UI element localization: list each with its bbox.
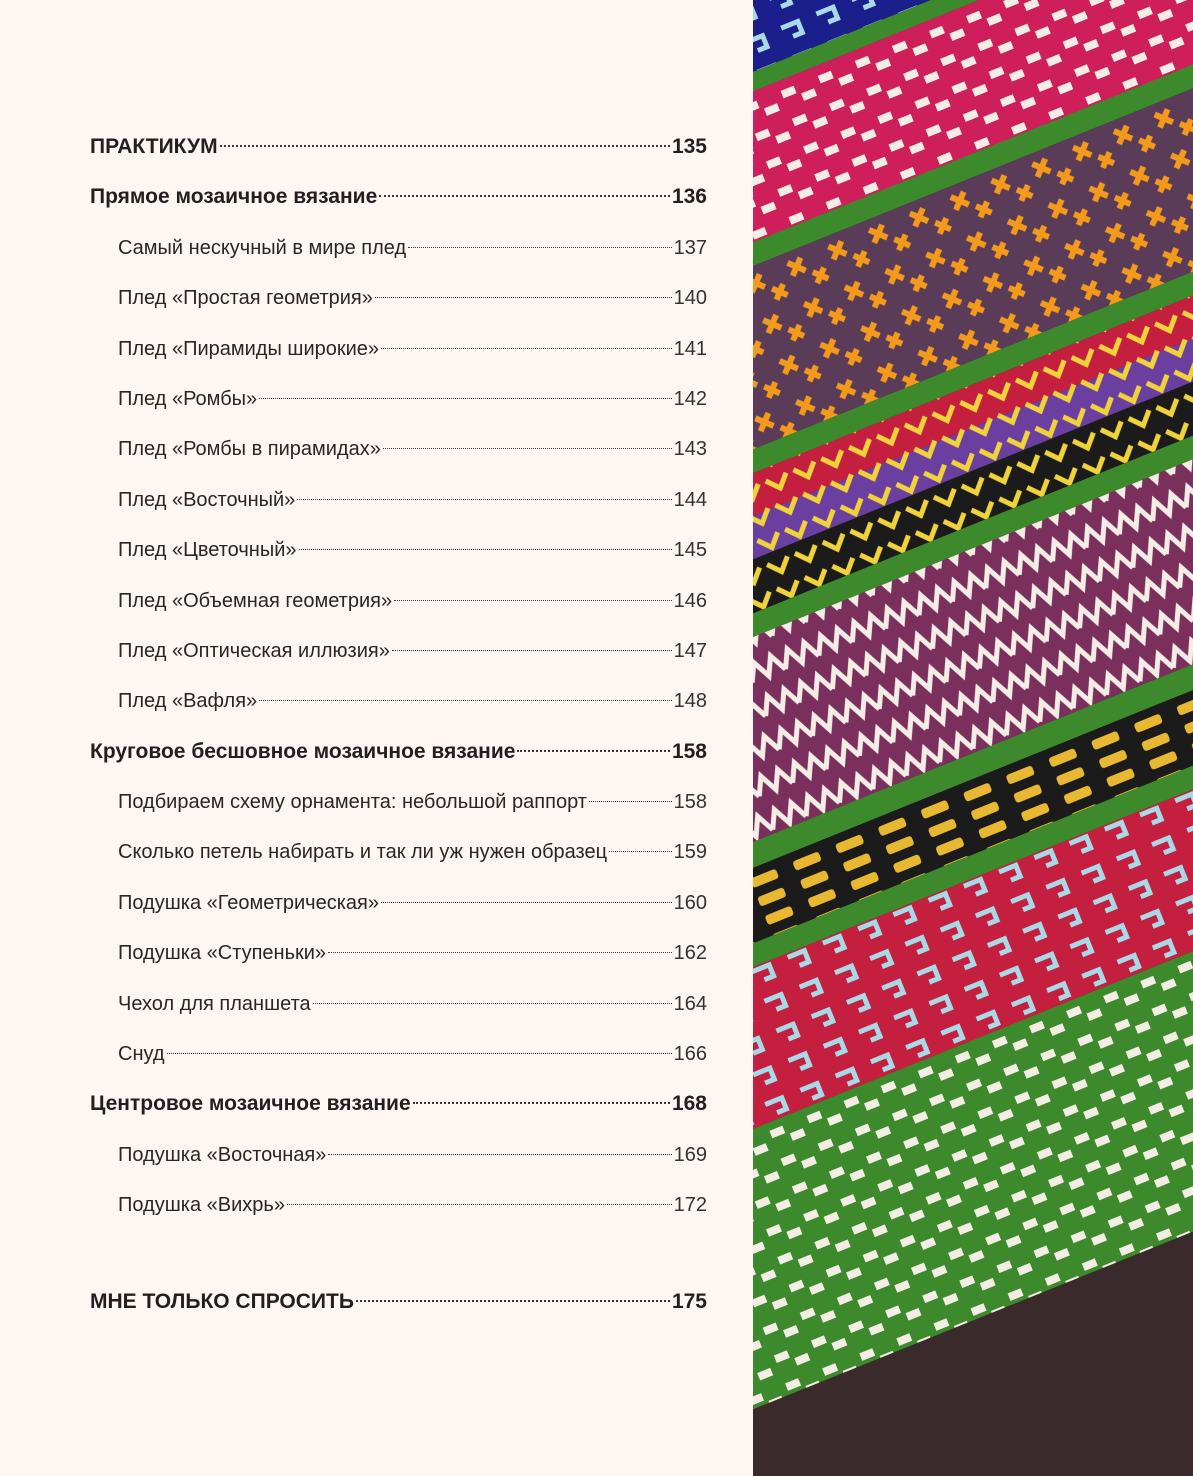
toc-entry-page: 142 bbox=[673, 387, 707, 410]
toc-item bbox=[90, 525, 707, 575]
toc-item bbox=[90, 928, 707, 978]
dot-leader bbox=[408, 246, 672, 248]
dot-leader bbox=[299, 548, 672, 550]
dot-leader bbox=[413, 1101, 670, 1104]
toc-entry-title: Круговое бесшовное мозаичное вязание bbox=[90, 739, 516, 763]
toc-entry-page: 164 bbox=[673, 992, 707, 1015]
toc-entry-title: Прямое мозаичное вязание bbox=[90, 185, 378, 209]
dot-leader bbox=[259, 699, 671, 701]
dot-leader bbox=[356, 1299, 670, 1302]
toc-entry-title: МНЕ ТОЛЬКО СПРОСИТЬ bbox=[90, 1289, 354, 1313]
toc-entry-page: 158 bbox=[673, 791, 707, 814]
toc-chapter bbox=[90, 122, 707, 172]
toc-entry-title: Снуд bbox=[118, 1043, 165, 1066]
toc-entry-page: 137 bbox=[673, 236, 707, 259]
toc-item bbox=[90, 324, 707, 374]
toc-entry-page: 166 bbox=[673, 1043, 707, 1066]
dot-leader bbox=[167, 1052, 672, 1054]
toc-entry-page: 146 bbox=[673, 589, 707, 612]
toc-entry-title: Плед «Ромбы» bbox=[118, 387, 258, 410]
toc-entry-page: 162 bbox=[673, 942, 707, 965]
toc-section bbox=[90, 727, 707, 777]
toc-entry-page: 172 bbox=[673, 1194, 707, 1217]
toc-entry-title: Подушка «Ступеньки» bbox=[118, 942, 327, 965]
toc-item bbox=[90, 626, 707, 676]
dot-leader bbox=[328, 951, 672, 953]
toc-entry-title: Чехол для планшета bbox=[118, 992, 311, 1015]
toc-entry-page: 136 bbox=[671, 185, 707, 209]
knitting-photo bbox=[753, 0, 1193, 1476]
dot-leader bbox=[609, 850, 672, 852]
toc-item bbox=[90, 777, 707, 827]
dot-leader bbox=[392, 649, 672, 651]
toc-entry-title: Плед «Пирамиды широкие» bbox=[118, 337, 380, 360]
toc-entry-page: 159 bbox=[673, 841, 707, 864]
toc-item bbox=[90, 374, 707, 424]
toc-entry-title: Плед «Оптическая иллюзия» bbox=[118, 639, 390, 662]
dot-leader bbox=[297, 498, 671, 500]
toc-item bbox=[90, 878, 707, 928]
toc-item bbox=[90, 475, 707, 525]
toc-entry-page: 145 bbox=[673, 539, 707, 562]
dot-leader bbox=[313, 1002, 672, 1004]
toc-item bbox=[90, 827, 707, 877]
toc-section bbox=[90, 172, 707, 222]
dot-leader bbox=[383, 447, 672, 449]
toc-entry-title: Центровое мозаичное вязание bbox=[90, 1092, 411, 1116]
toc-entry-page: 148 bbox=[673, 690, 707, 713]
toc-entry-page: 158 bbox=[671, 739, 707, 763]
toc-item bbox=[90, 424, 707, 474]
toc-entry-title: Подушка «Восточная» bbox=[118, 1143, 327, 1166]
dot-leader bbox=[328, 1153, 671, 1155]
dot-leader bbox=[375, 296, 672, 298]
toc-entry-page: 141 bbox=[673, 337, 707, 360]
toc-item bbox=[90, 223, 707, 273]
toc-entry-title: Плед «Простая геометрия» bbox=[118, 287, 373, 310]
toc-entry-page: 140 bbox=[673, 287, 707, 310]
toc-section bbox=[90, 1079, 707, 1129]
dot-leader bbox=[381, 347, 672, 349]
dot-leader bbox=[220, 144, 670, 147]
dot-leader bbox=[379, 194, 670, 197]
toc-entry-title: Плед «Вафля» bbox=[118, 690, 258, 713]
toc-entry-title: Плед «Ромбы в пирамидах» bbox=[118, 438, 381, 461]
toc-entry-title: Подушка «Геометрическая» bbox=[118, 891, 379, 914]
toc-entry-page: 168 bbox=[671, 1092, 707, 1116]
toc-entry-title: Подбираем схему орнамента: небольшой раппорт bbox=[118, 791, 587, 814]
dot-leader bbox=[381, 901, 672, 903]
toc-item bbox=[90, 273, 707, 323]
dot-leader bbox=[287, 1203, 672, 1205]
toc-item bbox=[90, 1029, 707, 1079]
toc-item bbox=[90, 979, 707, 1029]
toc-entry-title: Плед «Восточный» bbox=[118, 488, 296, 511]
toc-entry-title: Плед «Объемная геометрия» bbox=[118, 589, 393, 612]
toc-entry-page: 169 bbox=[673, 1143, 707, 1166]
toc-entry-page: 144 bbox=[673, 488, 707, 511]
toc-chapter bbox=[90, 1277, 707, 1327]
dot-leader bbox=[394, 599, 672, 601]
toc-item bbox=[90, 676, 707, 726]
dot-leader bbox=[589, 800, 672, 802]
toc-entry-page: 160 bbox=[673, 891, 707, 914]
dot-leader bbox=[259, 397, 671, 399]
table-of-contents bbox=[90, 122, 707, 1327]
toc-entry-page: 175 bbox=[671, 1289, 707, 1313]
toc-entry-title: Плед «Цветочный» bbox=[118, 539, 297, 562]
toc-item bbox=[90, 1130, 707, 1180]
toc-entry-page: 143 bbox=[673, 438, 707, 461]
dot-leader bbox=[517, 749, 670, 752]
toc-entry-page: 135 bbox=[671, 135, 707, 158]
toc-item bbox=[90, 1180, 707, 1230]
toc-entry-title: Подушка «Вихрь» bbox=[118, 1194, 285, 1217]
toc-entry-title: Сколько петель набирать и так ли уж нужен образец bbox=[118, 841, 608, 864]
toc-item bbox=[90, 576, 707, 626]
knitted-mosaic-stripes-image bbox=[753, 0, 1193, 1476]
toc-entry-title: Самый нескучный в мире плед bbox=[118, 236, 407, 259]
toc-entry-title: ПРАКТИКУМ bbox=[90, 135, 218, 158]
toc-entry-page: 147 bbox=[673, 639, 707, 662]
